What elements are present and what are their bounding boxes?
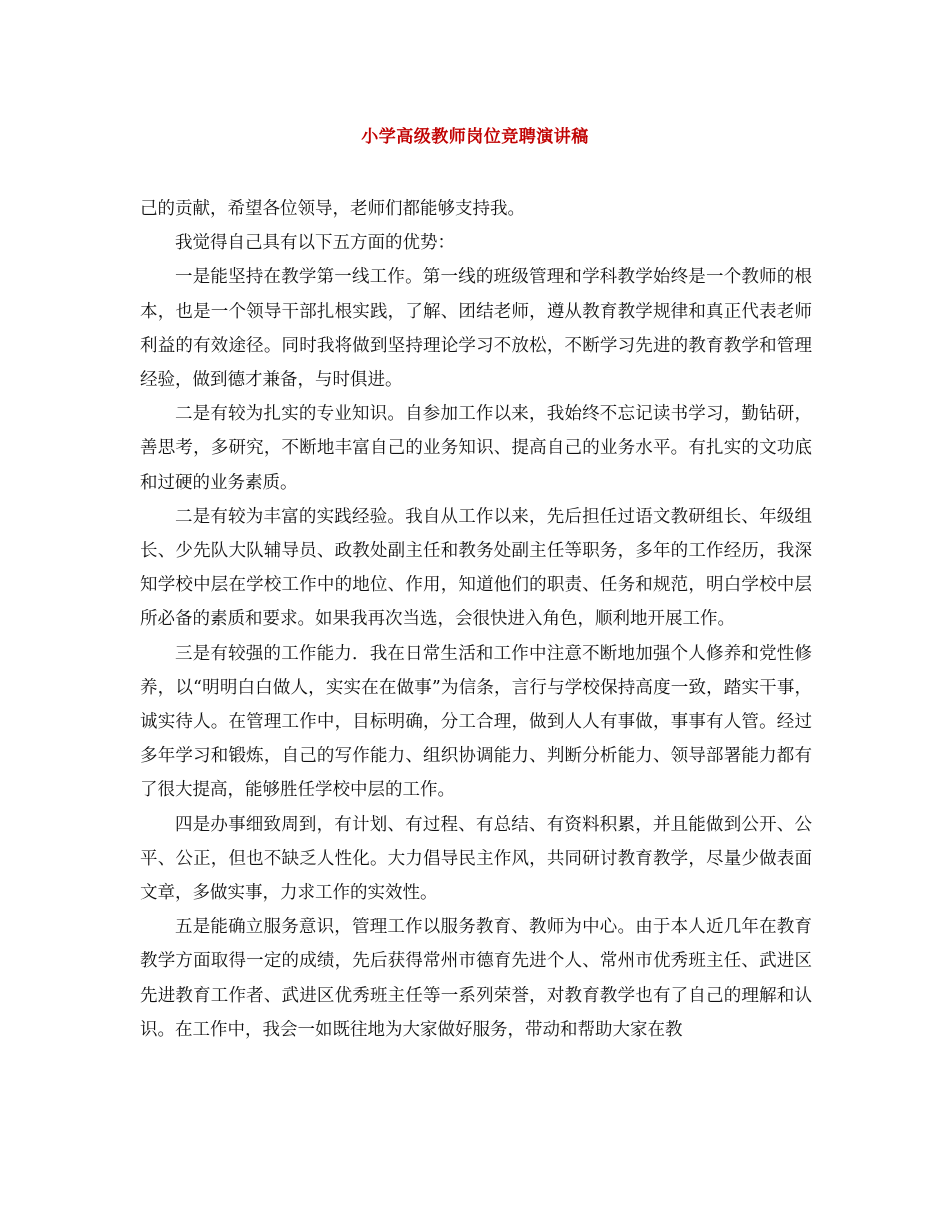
paragraph-advantages-intro: 我觉得自己具有以下五方面的优势：: [175, 233, 455, 254]
paragraph-advantage-five: 五是能确立服务意识，管理工作以服务教育、教师为中心。由于本人近几年在教育教学方面取得一定的成绩，先后获得常州市德育先进个人、常州市优秀班主任、武进区先进教育工作者、武进区优秀班主任等一系列荣誉，对教育教学也有了自己的理解和认识。在工作中，我会一如既往地为大家做好服务，带动和帮助大家在教: [140, 917, 812, 1040]
paragraph-advantage-one: 一是能坚持在教学第一线工作。第一线的班级管理和学科教学始终是一个教师的根本，也是一个领导干部扎根实践，了解、团结老师，遵从教育教学规律和真正代表老师利益的有效途径。同时我将做到坚持理论学习不放松，不断学习先进的教育教学和管理经验，做到德才兼备，与时俱进。: [140, 267, 812, 391]
paragraph-advantage-two-b: 二是有较为丰富的实践经验。我自从工作以来，先后担任过语文教研组长、年级组长、少先队大队辅导员、政教处副主任和教务处副主任等职务，多年的工作经历，我深知学校中层在学校工作中的地位、作用，知道他们的职责、任务和规范，明白学校中层所必备的素质和要求。如果我再次当选，会很快进入角色，顺利地开展工作。: [140, 506, 812, 630]
paragraph-continuation: 己的贡献，希望各位领导，老师们都能够支持我。: [140, 199, 525, 219]
document-body: [140, 192, 812, 1047]
paragraph-advantage-four: 四是办事细致周到，有计划、有过程、有总结、有资料积累，并且能做到公开、公平、公正，但也不缺乏人性化。大力倡导民主作风，共同研讨教育教学，尽量少做表面文章，多做实事，力求工作的实效性。: [140, 814, 812, 904]
document-title: 小学高级教师岗位竞聘演讲稿: [361, 127, 589, 147]
paragraph-advantage-three: 三是有较强的工作能力．我在日常生活和工作中注意不断地加强个人修养和党性修养，以“明明白白做人，实实在在做事”为信条，言行与学校保持高度一致，踏实干事，诚实待人。在管理工作中，目标明确，分工合理，做到人人有事做，事事有人管。经过多年学习和锻炼，自己的写作能力、组织协调能力、判断分析能力、领导部署能力都有了很大提高，能够胜任学校中层的工作。: [140, 643, 812, 801]
paragraph-advantage-two: 二是有较为扎实的专业知识。自参加工作以来，我始终不忘记读书学习，勤钻研，善思考，多研究，不断地丰富自己的业务知识、提高自己的业务水平。有扎实的文功底和过硬的业务素质。: [140, 404, 812, 493]
